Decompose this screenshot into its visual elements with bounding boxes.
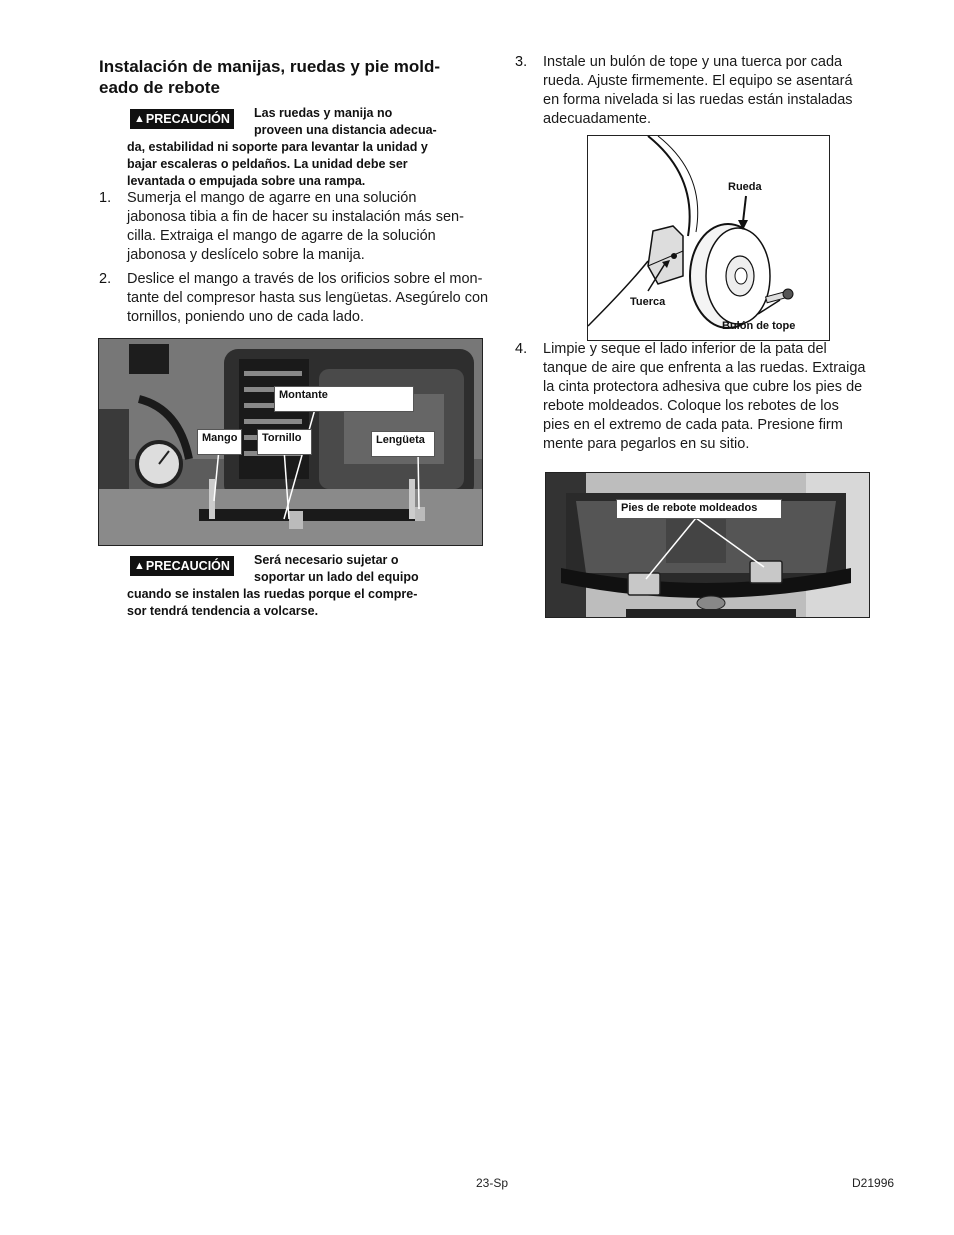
warning-triangle-icon: ▲ (134, 113, 145, 125)
caution-badge-2: ▲PRECAUCIÓN (130, 556, 234, 576)
step-2-number: 2. (99, 271, 112, 287)
label-bulon-de-tope: Bulón de tope (722, 320, 796, 332)
step-3-number: 3. (515, 54, 528, 70)
label-rueda: Rueda (728, 181, 762, 193)
caution1-line5: levantada o empujada sobre una rampa. (127, 174, 366, 188)
caution1-line2: proveen una distancia adecua- (254, 123, 437, 137)
handle-installation-photo (98, 338, 483, 546)
document-code: D21996 (852, 1176, 895, 1190)
step-3-text: Instale un bulón de tope y una tuerca por cada rueda. Ajuste firmemente. El equipo se asentará en forma nivelada si las ruedas están instaladas adecuadamente. (543, 54, 853, 127)
label-lengueta: Lengüeta (371, 431, 435, 457)
caution-text-1 (127, 105, 507, 190)
section-heading (99, 56, 499, 98)
heading-line-1: Instalación de manijas, ruedas y pie mold- (99, 57, 441, 76)
caution1-line3: da, estabilidad ni soporte para levantar la unidad y (127, 140, 428, 154)
rebound-feet-photo (545, 472, 870, 618)
heading-line-2: eado de rebote (99, 78, 220, 97)
label-mango: Mango (197, 429, 242, 455)
warning-triangle-icon: ▲ (134, 560, 145, 572)
step-1-text: Sumerja el mango de agarre en una solución jabonosa tibia a fin de hacer su instalación más sen- cilla. Extraiga el mango de agarre de la solución jabonosa y deslícelo sobre la manija. (127, 190, 464, 263)
rebound-feet-illustration (546, 473, 870, 618)
caution-text-2: Será necesario sujetar o soportar un lado del equipo cuando se instalen las ruedas porque el compre- sor tendrá tendencia a volcarse. (127, 553, 419, 618)
label-tuerca: Tuerca (630, 296, 666, 308)
caution1-line1: Las ruedas y manija no (254, 106, 393, 120)
label-pies-de-rebote: Pies de rebote moldeados (616, 499, 782, 519)
step-1-number: 1. (99, 190, 112, 206)
step-4-number: 4. (515, 341, 528, 357)
wheel-illustration (588, 136, 830, 341)
label-montante: Montante (274, 386, 414, 412)
caution-badge-1: ▲PRECAUCIÓN (130, 109, 234, 129)
step-4-text: Limpie y seque el lado inferior de la pata del tanque de aire que enfrenta a las ruedas. Extraiga la cinta protectora adhesiva que cubre los pies de rebote moldeados. Coloque los rebotes de los pies en el extremo de cada pata. Presione firm mente para pegarlos en su sitio. (543, 341, 866, 452)
step-2-text: Deslice el mango a través de los orificios sobre el mon- tante del compresor hasta sus lengüetas. Asegúrelo con tornillos, poniendo uno de cada lado. (127, 271, 489, 325)
caution1-line4: bajar escaleras o peldaños. La unidad debe ser (127, 157, 408, 171)
wheel-diagram (587, 135, 830, 341)
label-tornillo: Tornillo (257, 429, 312, 455)
page-number: 23-Sp (476, 1176, 509, 1190)
